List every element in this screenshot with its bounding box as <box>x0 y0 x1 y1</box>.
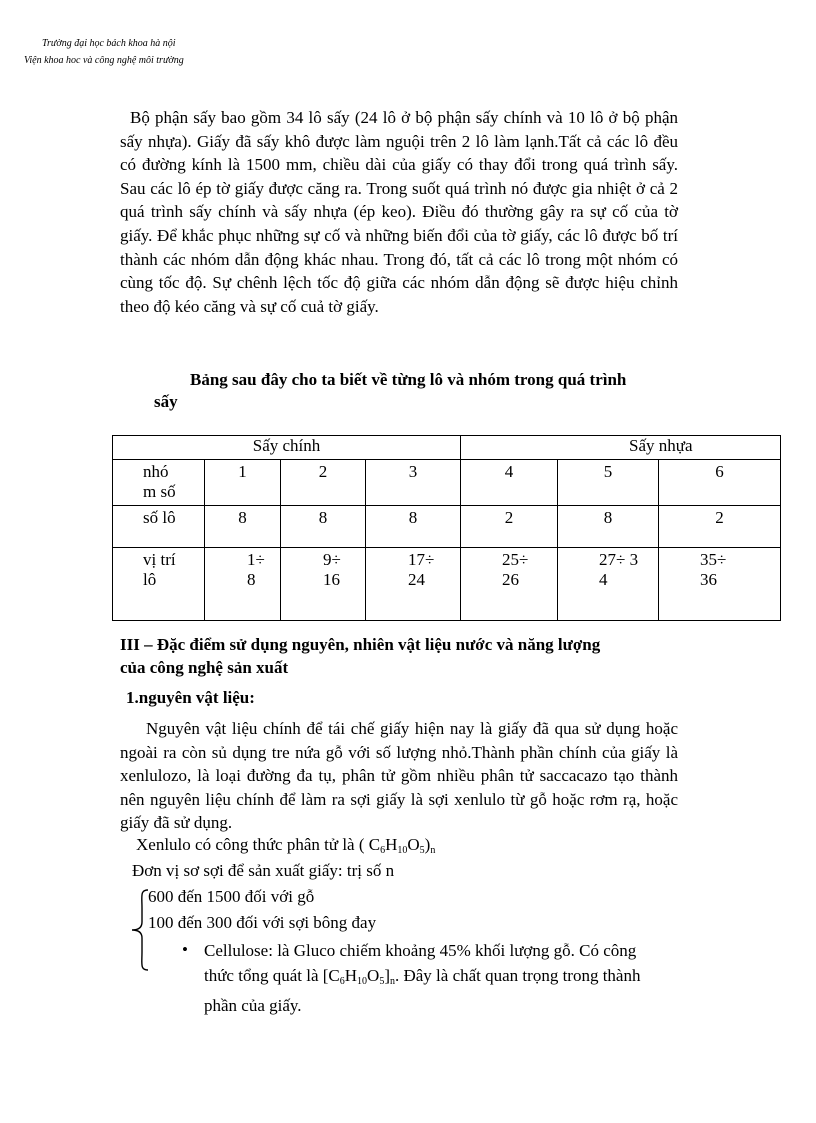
table-cell <box>281 548 366 621</box>
header-university: Trường đại học bách khoa hà nội <box>42 38 176 49</box>
table-cell: 8 <box>205 506 281 548</box>
cell-line: 4 <box>599 570 608 589</box>
table-cell <box>558 548 659 621</box>
formula-text: ] <box>384 965 390 985</box>
range-fiber: 100 đến 300 đối với sợi bông đay <box>148 913 377 932</box>
header-institute: Viện khoa hoc và công nghệ môi trường <box>24 55 184 66</box>
subheading: 1.nguyên vật liệu: <box>126 688 255 707</box>
cell-line: 26 <box>502 570 519 589</box>
label-line: lô <box>143 570 157 589</box>
cell-line: 17÷ <box>408 550 435 569</box>
row-label-group <box>113 460 205 506</box>
formula-sub: 5 <box>419 845 425 856</box>
unit-line: Đơn vị sơ sợi để sản xuất giấy: trị số n <box>132 861 395 880</box>
cell-line: 8 <box>247 570 256 589</box>
formula-sub: 6 <box>380 845 386 856</box>
formula-text: H <box>344 965 358 985</box>
label-line: vị trí <box>143 550 176 569</box>
group-main-header: Sấy chính <box>113 436 461 460</box>
cellulose-bullet <box>204 939 704 1019</box>
table-cell: 8 <box>558 506 659 548</box>
formula-text: O <box>367 965 380 985</box>
formula-text: Xenlulo có công thức phân tử là ( C <box>136 835 381 854</box>
bullet-line: thức tổng quát là [C <box>204 965 340 985</box>
table-row <box>113 460 781 506</box>
table-cell: 5 <box>558 460 659 506</box>
row-label-count: số lô <box>113 506 205 548</box>
formula-sub: n <box>389 975 395 987</box>
table-cell <box>461 548 558 621</box>
formula-sub: n <box>430 845 436 856</box>
bullet-dot-icon: • <box>182 940 188 959</box>
table-cell: 2 <box>281 460 366 506</box>
table-header-row <box>113 436 781 460</box>
range-wood: 600 đến 1500 đối với gỗ <box>148 887 315 906</box>
cell-line: 24 <box>408 570 425 589</box>
cell-line: 1÷ <box>247 550 265 569</box>
table-row <box>113 506 781 548</box>
section-heading <box>120 633 700 679</box>
label-line: nhó <box>143 462 169 481</box>
table-cell <box>366 548 461 621</box>
cell-line: 27÷ 3 <box>599 550 639 569</box>
formula-text: H <box>385 835 398 854</box>
heading-line: của công nghệ sản xuất <box>120 658 289 677</box>
bullet-line: . Đây là chất quan trọng trong thành <box>394 965 641 985</box>
table-cell: 6 <box>659 460 781 506</box>
formula-sub: 10 <box>357 975 368 987</box>
cell-line: 25÷ <box>502 550 529 569</box>
table-cell: 8 <box>366 506 461 548</box>
formula-text: ) <box>424 835 431 854</box>
group-resin-header: Sấy nhựa <box>461 436 781 460</box>
table-cell <box>205 548 281 621</box>
table-caption <box>154 369 704 413</box>
cell-line: 9÷ <box>323 550 341 569</box>
drying-table <box>112 435 781 621</box>
table-cell: 1 <box>205 460 281 506</box>
formula-line <box>136 835 435 856</box>
heading-line: III – Đặc điểm sử dụng nguyên, nhiên vật liệu nước và năng lượng <box>120 635 601 654</box>
table-cell: 2 <box>659 506 781 548</box>
row-label-position <box>113 548 205 621</box>
table-row <box>113 548 781 621</box>
bullet-line: phần của giấy. <box>204 996 302 1015</box>
table-cell: 2 <box>461 506 558 548</box>
cell-line: 35÷ <box>700 550 727 569</box>
table-cell: 3 <box>366 460 461 506</box>
bullet-line: Cellulose: là Gluco chiếm khoảng 45% khối lượng gỗ. Có công <box>204 941 637 960</box>
formula-sub: 6 <box>339 975 345 987</box>
table-cell <box>659 548 781 621</box>
table-caption-line1: Bảng sau đây cho ta biết về từng lô và nhóm trong quá trình <box>190 370 627 389</box>
formula-text: O <box>407 835 420 854</box>
table-caption-line2: sấy <box>154 392 178 411</box>
materials-paragraph: Nguyên vật liệu chính để tái chế giấy hiện nay là giấy đã qua sử dụng hoặc ngoài ra còn sủ dụng tre nứa gỗ với số lượng nhỏ.Thành phần chính của giấy là xenlulozo, là loại đường đa tụ, phân tử gồm nhiều phân tử saccacazo tạo thành nên nguyên liệu chính để làm ra sợi giấy là sợi xenlulo từ gỗ hoặc rơm rạ, hoặc giấy đã sử dụng. <box>120 719 678 833</box>
intro-paragraph: Bộ phận sấy bao gồm 34 lô sấy (24 lô ở bộ phận sấy chính và 10 lô ở bộ phận sấy nhựa). Giấy đã sấy khô được làm nguội trên 2 lô làm lạnh.Tất cả các lô đều có đường kính là 1500 mm, chiều dài của giấy có thay đổi trong quá trình sấy. Sau các lô ép tờ giấy được căng ra. Trong suốt quá trình nó được gia nhiệt ở cả 2 quá trình sấy chính và sấy nhựa (ép keo). Điều đó thường gây ra sự cố của tờ giấy. Để khắc phục những sự cố và những biến đổi của tờ giấy, các lô được bố trí thành các nhóm dẫn động khác nhau. Trong đó, tất cả các lô trong một nhóm có cùng tốc độ. Sự chênh lệch tốc độ giữa các nhóm dẫn động sẽ được hiệu chỉnh theo độ kéo căng và sự cố cuả tờ giấy. <box>120 108 678 316</box>
cell-line: 36 <box>700 570 717 589</box>
table-cell: 8 <box>281 506 366 548</box>
table-cell: 4 <box>461 460 558 506</box>
label-line: m số <box>143 482 176 501</box>
cell-line: 16 <box>323 570 340 589</box>
formula-sub: 5 <box>379 975 385 987</box>
formula-sub: 10 <box>397 845 408 856</box>
